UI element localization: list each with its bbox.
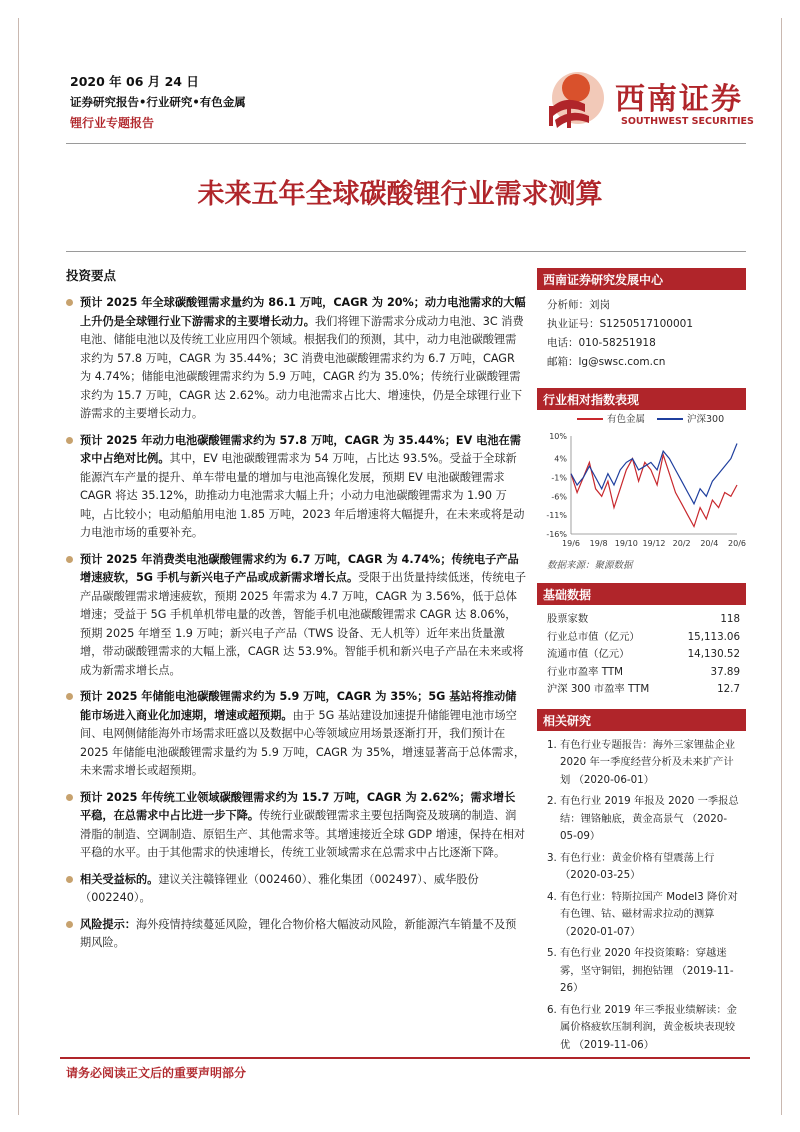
row-label: 股票家数 (547, 613, 589, 625)
row-label: 沪深 300 市盈率 TTM (547, 683, 650, 695)
bullet-dot-icon (66, 693, 73, 700)
item-text: 有色行业专题报告：海外三家锂盐企业 2020 年一季度经营分析及未来扩产计划 （2020-06-01） (560, 738, 736, 786)
bullet-dot-icon (66, 876, 73, 883)
highlight-body: 传统行业碳酸锂需求主要包括陶瓷及玻璃的制造、润滑脂的制造、空调制造、原铝生产、其他需求等。其增速接近全球 GDP 增速，保持在相对平稳的水平。由于其他需求的快速增长，传统工业领域需求在总需求中占比逐渐下降。 (80, 809, 526, 859)
table-row (537, 646, 746, 664)
row-label: 流通市值（亿元） (547, 648, 630, 660)
investment-highlights (66, 266, 526, 961)
item-number: 6. (547, 1003, 557, 1016)
item-text: 有色行业：黄金价格有望震荡上行 （2020-03-25） (560, 851, 715, 881)
highlight-lead: 预计 2025 年动力电池碳酸锂需求约为 57.8 万吨，CAGR 为 35.44%；EV 电池在需求中占绝对比例。 (80, 433, 521, 465)
item-number: 2. (547, 795, 557, 807)
report-category: 证券研究报告•行业研究•有色金属 (70, 95, 246, 109)
x-tick-label: 19/10 (614, 539, 638, 548)
legend-swatch-nonferrous (577, 418, 603, 420)
y-tick-label: 10% (549, 432, 567, 441)
section-label: 投资要点 (66, 268, 117, 283)
highlight-item (66, 871, 526, 908)
item-text: 有色行业 2019 年报及 2020 一季报总结：锂铬触底，黄金高景气 （2020-05-09） (560, 795, 739, 842)
basic-data-header: 基础数据 (537, 583, 746, 605)
x-tick-label: 20/6 (728, 539, 746, 548)
item-text: 有色行业：特斯拉国产 Model3 降价对有色锂、钴、磁材需求拉动的测算 （2020-01-07） (560, 890, 738, 938)
list-item[interactable] (547, 945, 740, 998)
phone-number: 电话：010-58251918 (547, 337, 656, 349)
highlight-item (66, 916, 526, 953)
legend-label-csi300: 沪深300 (687, 414, 725, 425)
report-header (70, 72, 390, 134)
highlight-body: 其中，EV 电池碳酸锂需求为 54 万吨，占比达 93.5%。受益于全球新能源汽车产量的提升、单车带电量的增加与电池高镍化发展，预期 EV 电池碳酸锂需求 CAGR 将达 35.12%，助推动力电池需求大幅上升；小动力电池碳酸锂需求为 1.90 万吨，占比较小；电动船舶用电池 1.85 万吨，2023 年后增速将大幅提升，在未来或将是动力电池市场的重要补充。 (80, 452, 525, 539)
row-value: 12.7 (717, 683, 740, 695)
highlight-item (66, 789, 526, 863)
bullet-dot-icon (66, 437, 73, 444)
item-number: 1. (547, 738, 557, 751)
legend-swatch-csi300 (657, 418, 683, 420)
logo-mark-icon (545, 68, 611, 132)
header-divider (66, 143, 746, 144)
highlight-lead: 预计 2025 年储能电池碳酸锂需求约为 5.9 万吨，CAGR 为 35%；5G 基站将推动储能市场进入商业化加速期，增速或超预期。 (80, 690, 517, 722)
row-label: 行业市盈率 TTM (547, 665, 624, 678)
report-subtitle: 锂行业专题报告 (70, 116, 155, 130)
bullet-dot-icon (66, 556, 73, 563)
highlight-lead: 预计 2025 年传统工业领域碳酸锂需求约为 15.7 万吨，CAGR 为 2.62%；需求增长平稳，在总需求中占比进一步下降。 (80, 790, 516, 822)
bullet-dot-icon (66, 921, 73, 928)
y-tick-label: -1% (551, 473, 567, 483)
list-item[interactable] (547, 850, 740, 885)
y-tick-label: -11% (546, 511, 567, 521)
item-text: 有色行业 2020 年投资策略：穿越迷雾，坚守铜铝，拥抱钴锂 （2019-11-26） (560, 947, 734, 994)
highlight-body: 受限于出货量持续低迷，传统电子产品碳酸锂需求增速疲软，预期 2025 年需求为 4.7 万吨，CAGR 为 3.56%，低于总体增速；受益于 5G 手机单机带电量的改善，智能手机电池碳酸锂需求 CAGR 达 8.06%，预期 2025 年增至 1.9 万吨；新兴电子产品（TWS 设备、无人机等）近年来出货量激增，带动碳酸锂需求的大幅上涨，CAGR 达 53.9%。智能手机和新兴电子产品在未来或将成为新需求增长点。 (80, 571, 527, 677)
list-item[interactable] (547, 1002, 740, 1055)
highlight-body: 海外疫情持续蔓延风险，锂化合物价格大幅波动风险，新能源汽车销量不及预期风险。 (80, 917, 517, 949)
report-title: 未来五年全球碳酸锂行业需求测算 (197, 179, 603, 210)
highlight-lead: 预计 2025 年全球碳酸锂需求量约为 86.1 万吨，CAGR 为 20%；动力电池需求的大幅上升仍是全球锂行业下游需求的主要增长动力。 (80, 296, 526, 328)
y-tick-label: -16% (546, 530, 567, 539)
license-number: 执业证号：S1250517100001 (547, 318, 694, 330)
row-label: 行业总市值（亿元） (547, 630, 640, 643)
x-tick-label: 20/2 (672, 539, 691, 548)
table-row (537, 664, 746, 682)
row-value: 118 (720, 613, 740, 625)
item-number: 5. (547, 947, 557, 959)
series-line-csi300 (571, 444, 737, 504)
analyst-name: 分析师：刘岗 (547, 299, 610, 311)
highlight-item (66, 688, 526, 781)
disclaimer-notice[interactable]: 请务必阅读正文后的重要声明部分 (66, 1066, 247, 1080)
y-tick-label: -6% (551, 492, 567, 502)
related-research-header: 相关研究 (537, 709, 746, 731)
relative-index-chart (537, 428, 746, 553)
row-value: 14,130.52 (687, 648, 740, 660)
highlight-body: 我们将锂下游需求分成动力电池、3C 消费电池、储能电池以及传统工业应用四个领域。根据我们的预测，其中，动力电池碳酸锂需求约为 57.8 万吨，CAGR 为 35.44%；3C 消费电池碳酸锂需求约为 6.7 万吨，CAGR 为 4.74%；储能电池碳酸锂需求约为 5.9 万吨，CAGR 约为 35.0%；传统行业碳酸锂需求约为 15.7 万吨，CAGR 达 2.62%。动力电池需求占比大、增速快，仍是全球锂行业下游需求的主要增长动力。 (80, 314, 524, 420)
row-value: 15,113.06 (687, 630, 740, 643)
x-tick-label: 19/6 (562, 539, 580, 548)
highlight-lead: 风险提示： (80, 917, 136, 931)
performance-header: 行业相对指数表现 (537, 388, 746, 410)
logo-name-cn: 西南证券 (615, 82, 743, 117)
highlight-item (66, 294, 526, 424)
report-date: 2020 年 06 月 24 日 (70, 74, 199, 89)
item-number: 4. (547, 890, 557, 903)
x-tick-label: 19/8 (589, 539, 608, 548)
table-row (537, 681, 746, 699)
x-tick-label: 20/4 (700, 539, 719, 548)
related-research-list (537, 731, 746, 1055)
highlight-item (66, 432, 526, 543)
highlight-lead: 预计 2025 年消费类电池碳酸锂需求约为 6.7 万吨，CAGR 为 4.74%；传统电子产品增速疲软，5G 手机与新兴电子产品或成新需求增长点。 (80, 552, 519, 584)
chart-source: 数据来源：聚源数据 (547, 560, 633, 571)
footer-divider (60, 1057, 750, 1059)
email-link[interactable]: 邮箱：lg@swsc.com.cn (547, 356, 666, 368)
sidebar (537, 268, 746, 1058)
chart-legend (537, 410, 746, 428)
row-value: 37.89 (710, 665, 740, 678)
table-row (537, 629, 746, 647)
y-tick-label: 4% (554, 454, 567, 464)
list-item[interactable] (547, 889, 740, 942)
highlight-body: 建议关注赣锋锂业（002460）、雅化集团（002497）、威华股份（002240）。 (80, 872, 479, 904)
analyst-contact (537, 290, 746, 378)
item-number: 3. (547, 851, 557, 864)
company-logo (545, 68, 754, 132)
title-divider (66, 251, 746, 252)
x-tick-label: 19/12 (642, 539, 666, 548)
highlight-item (66, 551, 526, 681)
legend-label-nonferrous: 有色金属 (607, 414, 646, 425)
list-item[interactable] (547, 737, 740, 790)
list-item[interactable] (547, 793, 740, 846)
item-text: 有色行业 2019 年三季报业绩解读：金属价格疲软压制利润，黄金板块表现较优 （2019-11-06） (560, 1003, 737, 1051)
research-center-header: 西南证券研究发展中心 (537, 268, 746, 290)
bullet-dot-icon (66, 794, 73, 801)
basic-data-table (537, 611, 746, 699)
logo-name-en: SOUTHWEST SECURITIES (621, 116, 754, 127)
highlight-body: 由于 5G 基站建设加速提升储能锂电池市场空间、电网侧储能海外市场需求旺盛以及数据中心等领域应用场景逐渐打开，我们预计在 2025 年储能电池碳酸锂需求量约为 5.9 万吨，CAGR 为 35%，增速显著高于总体需求，未来需求增长或超预期。 (80, 708, 526, 777)
bullet-dot-icon (66, 299, 73, 306)
table-row (537, 611, 746, 629)
highlight-lead: 相关受益标的。 (80, 872, 159, 886)
